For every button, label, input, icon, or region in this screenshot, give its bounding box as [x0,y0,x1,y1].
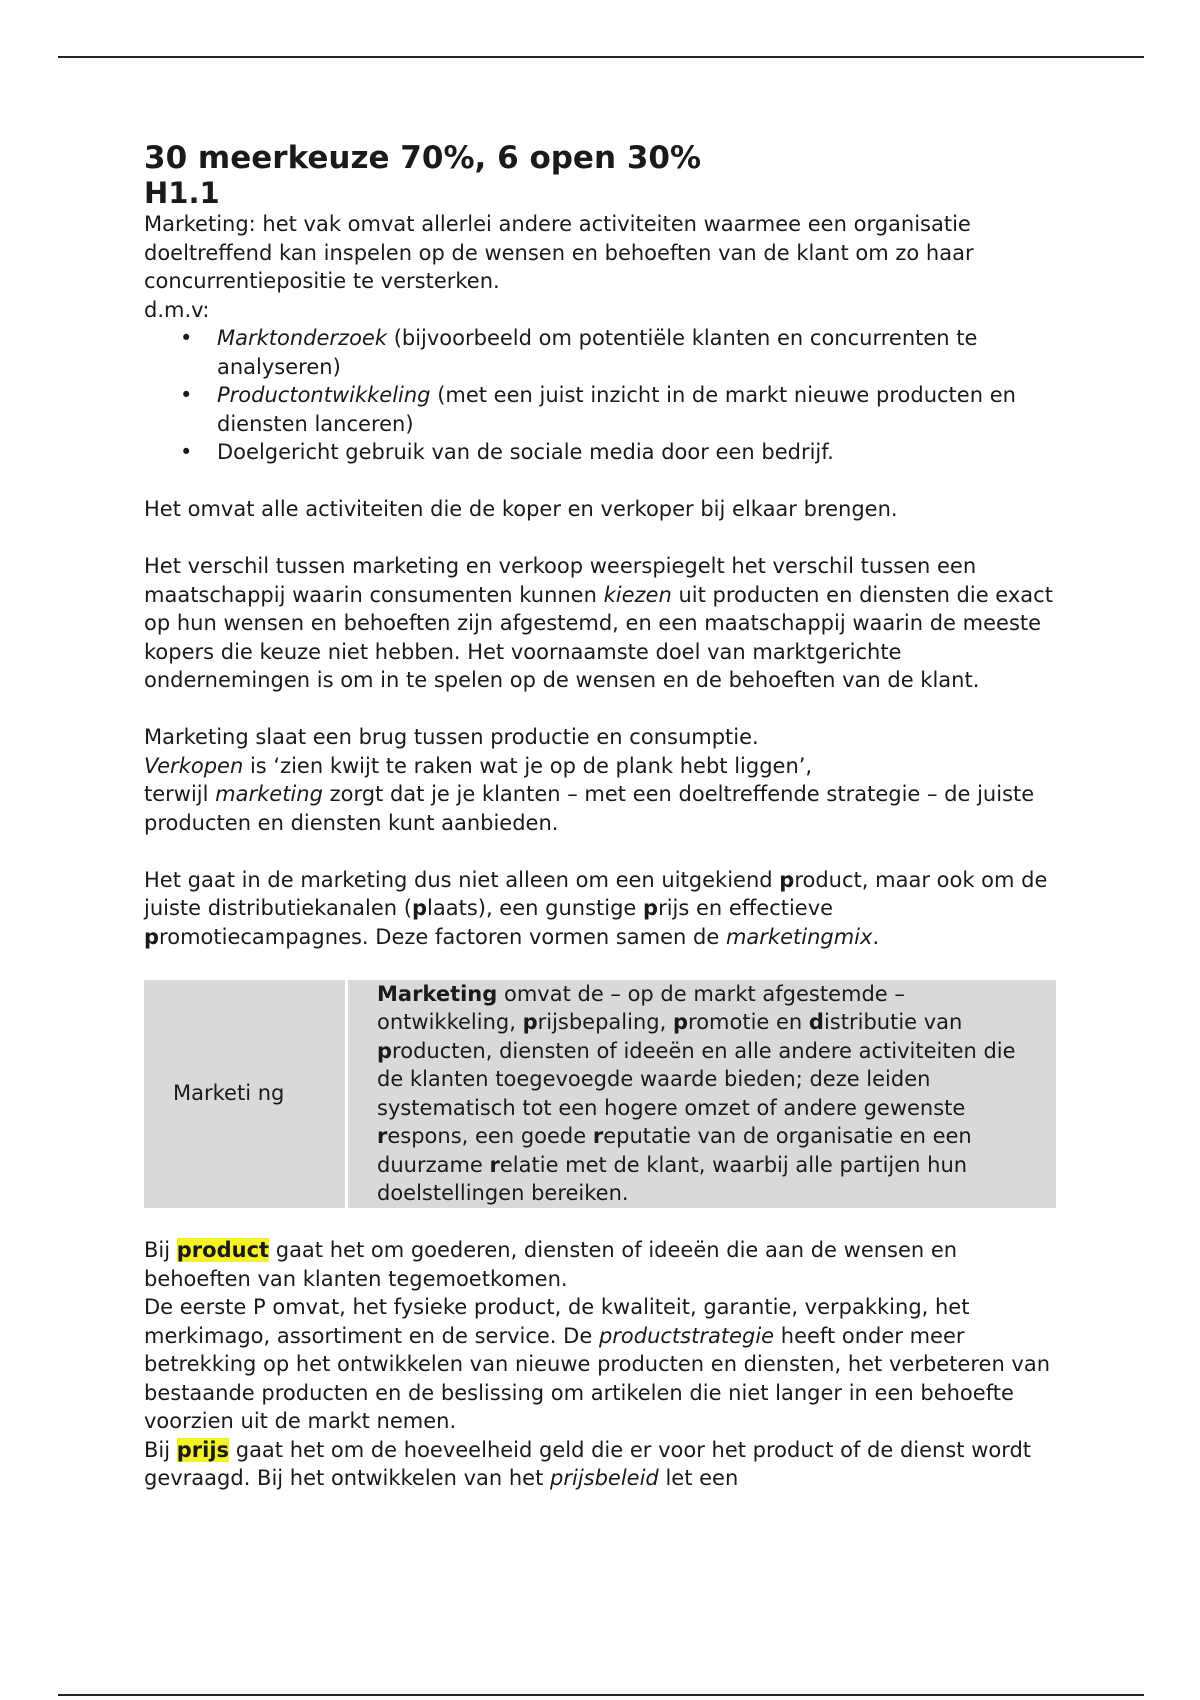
paragraph-difference: Het verschil tussen marketing en verkoop weerspiegelt het verschil tussen een maatschappij waarin consumenten kunnen kiezen uit producten en diensten die exact op hun wensen en behoeften zijn afgestemd, en een maatschappij waarin de meeste kopers die keuze niet hebben. Het voornaamste doel van marktgerichte ondernemingen is om in te spelen op de wensen en de behoeften van de klant. [144,554,1053,692]
paragraph-bridge: Marketing slaat een brug tussen productie en consumptie. Verkopen is ‘zien kwijt te raken wat je op de plank hebt liggen’, terwijl marketing zorgt dat je je klanten – met een doeltreffende strategie – de juiste producten en diensten kunt aanbieden. [144,725,1035,835]
paragraph-activities: Het omvat alle activiteiten die de koper en verkoper bij elkaar brengen. [144,497,898,521]
paragraph-marketingmix: Het gaat in de marketing dus niet alleen om een uitgekiend product, maar ook om de juiste distributiekanalen (plaats), een gunstige prijs en effectieve promotiecampagnes. Deze factoren vormen samen de marketingmix. [144,867,1048,949]
paragraph-price: Bij prijs gaat het om de hoeveelheid geld die er voor het product of de dienst wordt gevraagd. Bij het ontwikkelen van het prijsbeleid let een [144,1437,1032,1490]
top-rule [58,56,1144,58]
list-item: • Marktonderzoek (bijvoorbeeld om potentiële klanten en concurrenten te analyseren) [144,324,1064,381]
definition-term: Marketi ng [144,980,347,1208]
paragraph-definition: Marketing: het vak omvat allerlei andere activiteiten waarmee een organisatie doeltreffend kan inspelen op de wensen en behoeften van de klant om zo haar concurrentiepositie te versterken. [144,212,974,293]
bottom-rule [58,1694,1144,1696]
highlight-prijs: prijs [176,1437,230,1462]
list-item: • Productontwikkeling (met een juist inzicht in de markt nieuwe producten en diensten lanceren) [144,381,1064,438]
definition-text: Marketing omvat de – op de markt afgestemde – ontwikkeling, prijsbepaling, promotie en distributie van producten, diensten of ideeën en alle andere activiteiten die de klanten toegevoegde waarde bieden; deze leiden systematisch tot een hogere omzet of andere gewenste respons, een goede reputatie van de organisatie en een duurzame relatie met de klant, waarbij alle partijen hun doelstellingen bereiken. [377,981,1016,1205]
definition-table [144,980,1056,1208]
paragraph-product: Bij product gaat het om goederen, diensten of ideeën die aan de wensen en behoeften van klanten tegemoetkomen. [144,1238,958,1291]
page-heading: 30 meerkeuze 70%, 6 open 30% [144,140,702,176]
bullet-list [144,324,1064,467]
highlight-product: product [176,1238,270,1262]
list-item: • Doelgericht gebruik van de sociale media door een bedrijf. [144,438,1064,467]
dmv-label: d.m.v: [144,297,210,322]
document-body [144,140,1064,1493]
paragraph-first-p: De eerste P omvat, het fysieke product, de kwaliteit, garantie, verpakking, het merkimago, assortiment en de service. De productstrategie heeft onder meer betrekking op het ontwikkelen van nieuwe producten en diensten, het verbeteren van bestaande producten en de beslissing om artikelen die niet langer in een behoefte voorzien uit de markt nemen. [144,1295,1051,1433]
section-heading: H1.1 [144,176,220,210]
